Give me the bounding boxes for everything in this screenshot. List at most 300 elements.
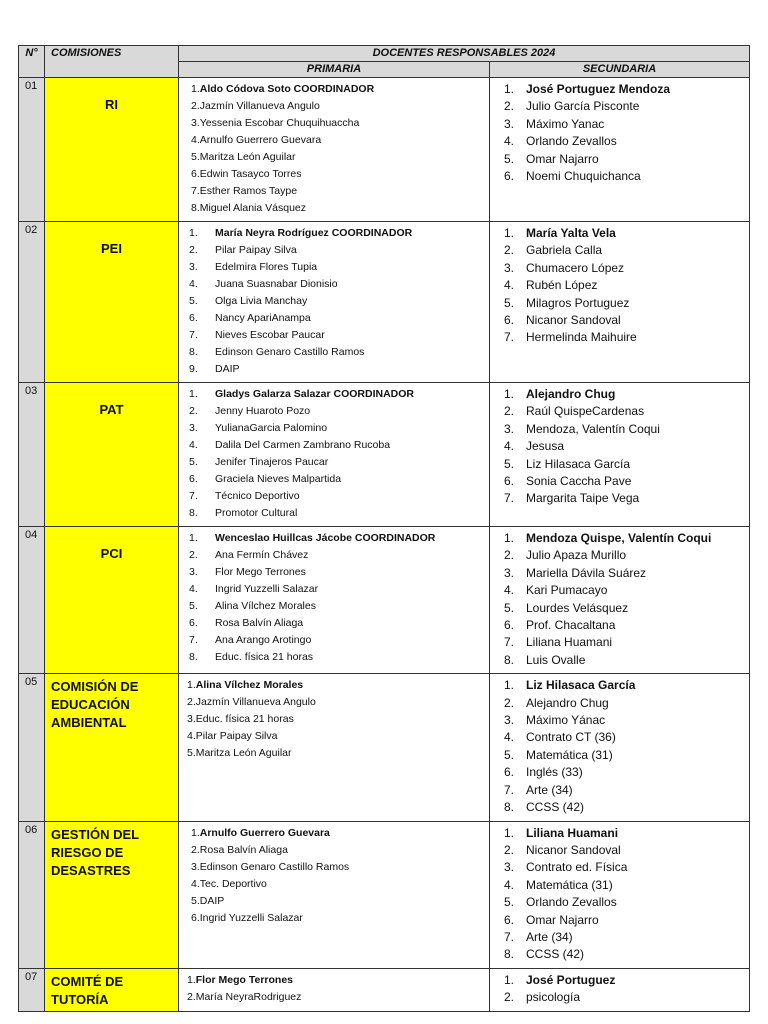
item-number: 1.: [189, 227, 198, 239]
list-item: [490, 312, 749, 329]
item-number: 1.: [504, 387, 515, 401]
teacher-name: Dalila Del Carmen Zambrano Rucoba: [215, 439, 391, 451]
list-item: [179, 454, 489, 471]
list-item: [490, 386, 749, 403]
item-number: 7.: [504, 635, 515, 650]
item-number: 1.: [504, 825, 515, 840]
list-item: [179, 581, 489, 598]
teacher-name: María Yalta Vela: [526, 226, 616, 240]
item-number: 1.: [187, 973, 196, 986]
list-item: [490, 859, 749, 876]
teacher-name: Flor Mego Terrones: [195, 973, 293, 986]
teacher-name: Lourdes Velásquez: [526, 600, 629, 615]
item-number: 3.: [504, 116, 515, 131]
list-item: [490, 782, 749, 799]
item-number: 3.: [504, 260, 515, 275]
teacher-name: Máximo Yánac: [526, 713, 606, 728]
list-item: [490, 116, 749, 133]
list-item: [179, 183, 489, 200]
primaria-cell: [179, 968, 490, 1011]
item-number: 3.: [189, 422, 198, 434]
item-number: 2.: [504, 842, 515, 857]
item-number: 2.: [504, 548, 515, 563]
list-item: [179, 115, 489, 132]
item-number: 8.: [191, 202, 200, 214]
item-number: 5.: [504, 747, 515, 762]
list-item: [490, 989, 749, 1006]
teacher-name: Edelmira Flores Tupia: [215, 261, 318, 273]
list-item: [490, 81, 749, 98]
item-number: 7.: [189, 490, 198, 502]
item-number: 3.: [191, 860, 200, 873]
list-item: [490, 972, 749, 989]
list-item: [179, 310, 489, 327]
commission-name: GESTIÓN DEL RIESGO DE DESASTRES: [51, 826, 139, 878]
list-item: [179, 200, 489, 217]
primaria-cell: [179, 78, 490, 222]
header-secundaria: SECUNDARIA: [490, 62, 750, 78]
table-row: [19, 821, 750, 968]
teacher-name: Jazmín Villanueva Angulo: [195, 696, 316, 709]
list-item: [179, 293, 489, 310]
item-number: 1.: [504, 226, 515, 240]
list-item: [179, 344, 489, 361]
item-number: 4.: [504, 439, 515, 454]
header-docentes: DOCENTES RESPONSABLES 2024: [179, 46, 750, 62]
list-item: [490, 530, 749, 547]
table-row: [19, 78, 750, 222]
row-number: 01: [19, 78, 45, 222]
teacher-name: Gladys Galarza Salazar COORDINADOR: [215, 388, 414, 400]
item-number: 8.: [189, 507, 198, 519]
item-number: 1.: [191, 826, 200, 839]
item-number: 6.: [191, 911, 200, 924]
item-number: 6.: [189, 473, 198, 485]
list-item: [179, 694, 489, 711]
teacher-name: YulianaGarcia Palomino: [215, 422, 328, 434]
teacher-name: Rubén López: [526, 278, 598, 293]
list-item: [179, 420, 489, 437]
secundaria-cell: [490, 383, 750, 527]
list-item: [490, 295, 749, 312]
row-number: 07: [19, 968, 45, 1011]
list-item: [179, 842, 489, 859]
item-number: 3.: [504, 860, 515, 875]
teacher-name: Tec. Deportivo: [199, 877, 267, 890]
item-number: 1.: [189, 532, 198, 544]
teacher-name: Educ. física 21 horas: [195, 713, 294, 726]
list-item: [179, 632, 489, 649]
list-item: [490, 98, 749, 115]
list-item: [179, 547, 489, 564]
list-item: [490, 799, 749, 816]
item-number: 9.: [189, 363, 198, 375]
item-number: 2.: [189, 405, 198, 417]
row-number: 03: [19, 383, 45, 527]
teacher-name: Juana Suasnabar Dionisio: [215, 278, 338, 290]
item-number: 5.: [504, 151, 515, 166]
row-number: 06: [19, 821, 45, 968]
list-item: [179, 386, 489, 403]
teacher-name: Luis Ovalle: [526, 652, 586, 667]
list-item: [179, 564, 489, 581]
list-item: [179, 149, 489, 166]
item-number: 6.: [504, 912, 515, 927]
secundaria-cell: [490, 527, 750, 674]
list-item: [490, 151, 749, 168]
item-number: 4.: [504, 730, 515, 745]
teacher-name: Orlando Zevallos: [526, 895, 617, 910]
list-item: [490, 473, 749, 490]
list-item: [179, 598, 489, 615]
commission-name: PAT: [99, 402, 124, 417]
list-item: [179, 132, 489, 149]
teacher-name: Miguel Alania Vásquez: [199, 202, 307, 214]
list-item: [179, 859, 489, 876]
teacher-name: Julio García Pisconte: [526, 99, 640, 114]
table-row: [19, 222, 750, 383]
teacher-name: Noemi Chuquichanca: [526, 169, 641, 184]
teacher-name: Raúl QuispeCardenas: [526, 404, 645, 419]
list-item: [179, 225, 489, 242]
item-number: 6.: [189, 312, 198, 324]
item-number: 2.: [191, 100, 200, 112]
item-number: 5.: [189, 295, 198, 307]
commission-cell: [45, 674, 179, 821]
item-number: 4.: [504, 583, 515, 598]
teacher-name: Sonia Caccha Pave: [526, 474, 632, 489]
list-item: [179, 989, 489, 1006]
commission-name: COMISIÓN DE EDUCACIÓN AMBIENTAL: [51, 679, 139, 731]
item-number: 2.: [189, 549, 198, 561]
row-number: 02: [19, 222, 45, 383]
teacher-name: Aldo Códova Soto COORDINADOR: [199, 83, 375, 95]
item-number: 5.: [504, 295, 515, 310]
item-number: 2.: [191, 843, 200, 856]
item-number: 5.: [504, 600, 515, 615]
teacher-name: Ana Arango Arotingo: [215, 634, 312, 646]
item-number: 4.: [504, 877, 515, 892]
table-row: [19, 968, 750, 1011]
table-row: [19, 674, 750, 821]
item-number: 1.: [504, 972, 515, 987]
item-number: 4.: [189, 278, 198, 290]
item-number: 6.: [504, 618, 515, 633]
teacher-name: José Portuguez: [526, 972, 616, 987]
teacher-name: Alejandro Chug: [526, 695, 609, 710]
teacher-name: Liliana Huamani: [526, 635, 613, 650]
teacher-name: Arte (34): [526, 929, 573, 944]
list-item: [179, 81, 489, 98]
teacher-name: Jenny Huaroto Pozo: [215, 405, 311, 417]
primaria-cell: [179, 821, 490, 968]
primaria-cell: [179, 222, 490, 383]
teacher-name: Nicanor Sandoval: [526, 313, 621, 328]
table-row: [19, 527, 750, 674]
item-number: 2.: [189, 244, 198, 256]
commissions-table: [18, 45, 750, 1012]
list-item: [179, 711, 489, 728]
table-row: [19, 383, 750, 527]
secundaria-cell: [490, 78, 750, 222]
list-item: [490, 277, 749, 294]
teacher-name: Hermelinda Maihuire: [526, 330, 637, 345]
list-item: [179, 745, 489, 762]
teacher-name: Contrato CT (36): [526, 730, 616, 745]
teacher-name: Wenceslao Huillcas Jácobe COORDINADOR: [215, 532, 436, 544]
teacher-name: Liz Hilasaca García: [526, 678, 636, 693]
item-number: 3.: [504, 565, 515, 580]
list-item: [179, 471, 489, 488]
item-number: 3.: [189, 261, 198, 273]
list-item: [490, 695, 749, 712]
teacher-name: Chumacero López: [526, 260, 625, 275]
item-number: 3.: [187, 713, 196, 726]
commission-name: COMITÉ DE TUTORÍA: [51, 973, 124, 1007]
teacher-name: Jazmín Villanueva Angulo: [199, 100, 320, 112]
list-item: [179, 530, 489, 547]
list-item: [179, 166, 489, 183]
teacher-name: María NeyraRodriguez: [195, 990, 302, 1003]
secundaria-cell: [490, 222, 750, 383]
list-item: [490, 225, 749, 242]
item-number: 2.: [187, 696, 196, 709]
teacher-name: Nicanor Sandoval: [526, 842, 621, 857]
header-num: N°: [19, 46, 45, 78]
teacher-name: Matemática (31): [526, 877, 613, 892]
item-number: 4.: [191, 134, 200, 146]
list-item: [490, 600, 749, 617]
item-number: 8.: [189, 346, 198, 358]
teacher-name: Ingrid Yuzzelli Salazar: [215, 583, 319, 595]
item-number: 2.: [504, 99, 515, 114]
list-item: [490, 912, 749, 929]
list-item: [179, 649, 489, 666]
teacher-name: José Portuguez Mendoza: [526, 82, 671, 96]
teacher-name: Edinson Genaro Castillo Ramos: [199, 860, 350, 873]
teacher-name: Milagros Portuguez: [526, 295, 630, 310]
item-number: 7.: [189, 329, 198, 341]
list-item: [490, 652, 749, 669]
teacher-name: Pilar Paipay Silva: [215, 244, 297, 256]
item-number: 5.: [191, 151, 200, 163]
teacher-name: Promotor Cultural: [215, 507, 298, 519]
list-item: [179, 728, 489, 745]
item-number: 5.: [504, 456, 515, 471]
teacher-name: Pilar Paipay Silva: [195, 730, 278, 743]
teacher-name: Rosa Balvín Aliaga: [215, 617, 304, 629]
item-number: 8.: [504, 800, 515, 815]
item-number: 3.: [504, 421, 515, 436]
item-number: 4.: [187, 730, 196, 743]
list-item: [179, 361, 489, 378]
item-number: 7.: [504, 491, 515, 506]
item-number: 8.: [504, 652, 515, 667]
commission-cell: [45, 968, 179, 1011]
item-number: 2.: [504, 404, 515, 419]
teacher-name: CCSS (42): [526, 800, 585, 815]
teacher-name: Arnulfo Guerrero Guevara: [199, 134, 322, 146]
teacher-name: Prof. Chacaltana: [526, 618, 616, 633]
list-item: [490, 133, 749, 150]
list-item: [490, 421, 749, 438]
list-item: [179, 972, 489, 989]
teacher-name: CCSS (42): [526, 947, 585, 962]
teacher-name: Omar Najarro: [526, 151, 599, 166]
list-item: [179, 893, 489, 910]
list-item: [490, 456, 749, 473]
teacher-name: Graciela Nieves Malpartida: [215, 473, 342, 485]
teacher-name: DAIP: [199, 894, 225, 907]
commission-name: RI: [105, 97, 118, 112]
header-commissions: COMISIONES: [45, 46, 179, 78]
list-item: [490, 894, 749, 911]
teacher-name: Liliana Huamani: [526, 825, 619, 840]
list-item: [490, 403, 749, 420]
teacher-name: Flor Mego Terrones: [215, 566, 306, 578]
row-number: 05: [19, 674, 45, 821]
item-number: 3.: [504, 713, 515, 728]
list-item: [490, 582, 749, 599]
teacher-name: Ana Fermín Chávez: [215, 549, 309, 561]
item-number: 8.: [189, 651, 198, 663]
list-item: [490, 764, 749, 781]
item-number: 5.: [191, 894, 200, 907]
item-number: 4.: [191, 877, 200, 890]
item-number: 3.: [191, 117, 200, 129]
commission-name: PCI: [100, 546, 123, 561]
teacher-name: Máximo Yanac: [526, 116, 605, 131]
item-number: 4.: [189, 439, 198, 451]
item-number: 6.: [504, 169, 515, 184]
list-item: [490, 617, 749, 634]
item-number: 6.: [504, 765, 515, 780]
teacher-name: Gabriela Calla: [526, 243, 603, 258]
list-item: [490, 634, 749, 651]
teacher-name: Orlando Zevallos: [526, 134, 617, 149]
teacher-name: Margarita Taipe Vega: [526, 491, 640, 506]
teacher-name: Edwin Tasayco Torres: [199, 168, 302, 180]
item-number: 1.: [187, 679, 196, 692]
list-item: [490, 842, 749, 859]
teacher-name: Mariella Dávila Suárez: [526, 565, 647, 580]
item-number: 5.: [189, 600, 198, 612]
list-item: [179, 825, 489, 842]
list-item: [490, 877, 749, 894]
teacher-name: María Neyra Rodríguez COORDINADOR: [215, 227, 413, 239]
teacher-name: Alina Vílchez Morales: [215, 600, 316, 612]
item-number: 1.: [504, 678, 515, 693]
item-number: 6.: [191, 168, 200, 180]
teacher-name: Educ. física 21 horas: [215, 651, 314, 663]
list-item: [490, 946, 749, 963]
teacher-name: Maritza León Aguilar: [195, 747, 292, 760]
list-item: [490, 438, 749, 455]
item-number: 2.: [187, 990, 196, 1003]
list-item: [179, 242, 489, 259]
secundaria-cell: [490, 821, 750, 968]
teacher-name: Alina Vílchez Morales: [195, 679, 304, 692]
item-number: 5.: [504, 895, 515, 910]
teacher-name: psicología: [526, 990, 581, 1005]
teacher-name: Alejandro Chug: [526, 387, 616, 401]
teacher-name: Edinson Genaro Castillo Ramos: [215, 346, 365, 358]
teacher-name: Contrato ed. Física: [526, 860, 628, 875]
item-number: 7.: [504, 782, 515, 797]
teacher-name: Arnulfo Guerrero Guevara: [199, 826, 330, 839]
header-primaria: PRIMARIA: [179, 62, 490, 78]
list-item: [179, 327, 489, 344]
item-number: 4.: [504, 134, 515, 149]
item-number: 8.: [504, 947, 515, 962]
teacher-name: Olga Livia Manchay: [215, 295, 308, 307]
item-number: 2.: [504, 695, 515, 710]
teacher-name: Maritza León Aguilar: [199, 151, 296, 163]
list-item: [490, 825, 749, 842]
teacher-name: Técnico Deportivo: [215, 490, 300, 502]
item-number: 5.: [187, 747, 196, 760]
commission-cell: [45, 78, 179, 222]
teacher-name: DAIP: [215, 363, 240, 375]
row-number: 04: [19, 527, 45, 674]
commission-cell: [45, 821, 179, 968]
teacher-name: Omar Najarro: [526, 912, 599, 927]
secundaria-cell: [490, 968, 750, 1011]
list-item: [490, 729, 749, 746]
primaria-cell: [179, 674, 490, 821]
item-number: 4.: [504, 278, 515, 293]
list-item: [179, 403, 489, 420]
list-item: [490, 747, 749, 764]
item-number: 2.: [504, 243, 515, 258]
item-number: 1.: [191, 83, 200, 95]
teacher-name: Esther Ramos Taype: [199, 185, 298, 197]
list-item: [179, 505, 489, 522]
item-number: 7.: [191, 185, 200, 197]
teacher-name: Rosa Balvín Aliaga: [199, 843, 288, 856]
item-number: 1.: [504, 82, 515, 96]
list-item: [490, 677, 749, 694]
item-number: 1.: [189, 388, 198, 400]
primaria-cell: [179, 527, 490, 674]
item-number: 5.: [189, 456, 198, 468]
item-number: 6.: [504, 313, 515, 328]
item-number: 6.: [504, 474, 515, 489]
list-item: [490, 547, 749, 564]
item-number: 6.: [189, 617, 198, 629]
list-item: [490, 565, 749, 582]
teacher-name: Inglés (33): [526, 765, 583, 780]
item-number: 4.: [189, 583, 198, 595]
item-number: 7.: [504, 330, 515, 345]
list-item: [179, 98, 489, 115]
list-item: [490, 260, 749, 277]
teacher-name: Mendoza, Valentín Coqui: [526, 421, 660, 436]
item-number: 7.: [189, 634, 198, 646]
list-item: [490, 712, 749, 729]
teacher-name: Jenifer Tinajeros Paucar: [215, 456, 329, 468]
teacher-name: Ingrid Yuzzelli Salazar: [199, 911, 303, 924]
list-item: [490, 490, 749, 507]
commission-cell: [45, 527, 179, 674]
teacher-name: Matemática (31): [526, 747, 613, 762]
item-number: 2.: [504, 990, 515, 1005]
commission-cell: [45, 383, 179, 527]
list-item: [179, 488, 489, 505]
teacher-name: Kari Pumacayo: [526, 583, 608, 598]
secundaria-cell: [490, 674, 750, 821]
list-item: [179, 437, 489, 454]
